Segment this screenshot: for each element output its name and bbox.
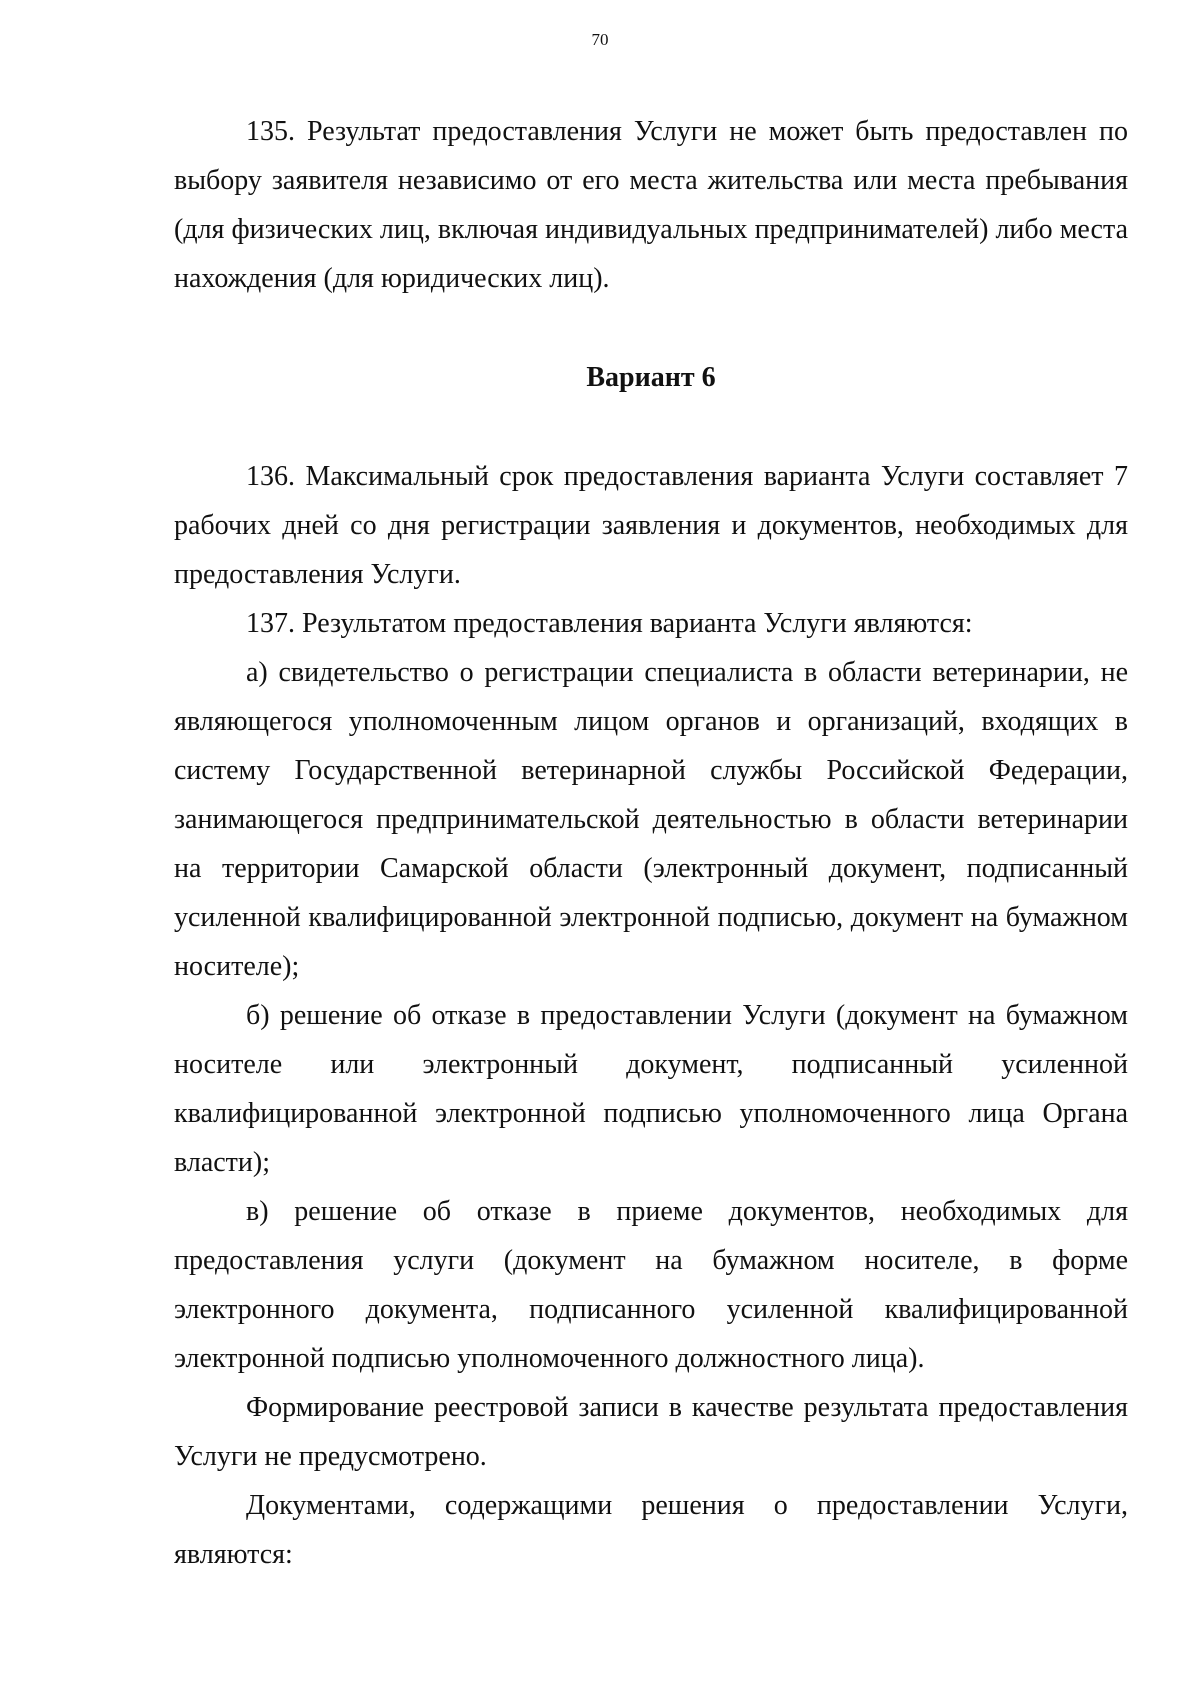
paragraph-137-a: а) свидетельство о регистрации специалиста в области ветеринарии, не являющегося уполномоченным лицом органов и организаций, входящих в систему Государственной ветеринарной службы Российской Федерации, занимающегося предпринимательской деятельностью в области ветеринарии на территории Самарской области (электронный документ, подписанный усиленной квалифицированной электронной подписью, документ на бумажном носителе); (174, 657, 1128, 982)
paragraph-137-c: в) решение об отказе в приеме документов, необходимых для предоставления услуги (документ на бумажном носителе, в форме электронного документа, подписанного усиленной квалифицированной электронной подписью уполномоченного должностного лица). (174, 1196, 1128, 1374)
paragraph-136: 136. Максимальный срок предоставления варианта Услуги составляет 7 рабочих дней со дня регистрации заявления и документов, необходимых для предоставления Услуги. (174, 461, 1128, 590)
paragraph-135: 135. Результат предоставления Услуги не может быть предоставлен по выбору заявителя независимо от его места жительства или места пребывания (для физических лиц, включая индивидуальных предпринимателей) либо места нахождения (для юридических лиц). (174, 116, 1128, 294)
page-number: 70 (591, 30, 609, 49)
document-body (174, 107, 1128, 1579)
paragraph-decision-documents: Документами, содержащими решения о предоставлении Услуги, являются: (174, 1490, 1128, 1570)
section-heading: Вариант 6 (586, 362, 716, 393)
paragraph-137: 137. Результатом предоставления варианта Услуги являются: (246, 608, 973, 639)
paragraph-registry-record: Формирование реестровой записи в качестве результата предоставления Услуги не предусмотрено. (174, 1392, 1128, 1472)
paragraph-137-b: б) решение об отказе в предоставлении Услуги (документ на бумажном носителе или электронный документ, подписанный усиленной квалифицированной электронной подписью уполномоченного лица Органа власти); (174, 1000, 1128, 1178)
spacer (174, 303, 1128, 353)
spacer (174, 402, 1128, 452)
